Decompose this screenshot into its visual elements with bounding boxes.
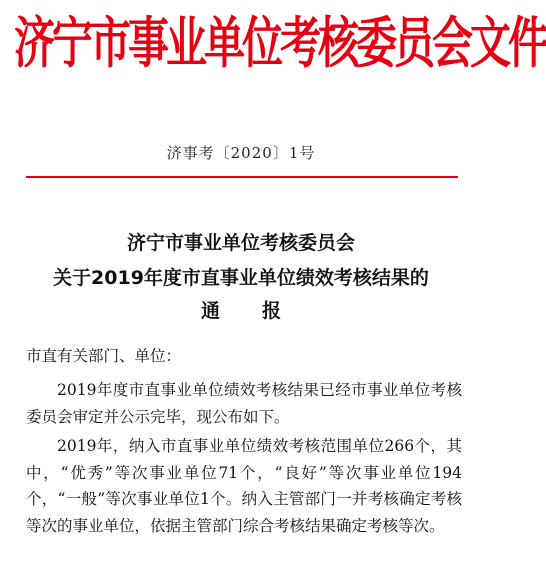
salutation: 市直有关部门、单位： <box>26 347 182 365</box>
title-line-3-part-2: 报 <box>262 300 282 322</box>
red-divider-line <box>26 176 458 178</box>
document-masthead: 济宁市事业单位考核委员会文件 <box>14 10 546 76</box>
title-line-3-part-1: 通 <box>200 300 220 322</box>
paragraph-2: 2019年，纳入市直事业单位绩效考核范围单位266个，其中，“优秀”等次事业单位71个，“良好”等次事业单位194个，“一般”等次事业单位1个。纳入主管部门一并考核确定考核等次的事业单位，依据主管部门综合考核结果确定考核等次。 <box>26 437 462 535</box>
document-number: 济事考〔2020〕1号 <box>166 144 316 162</box>
paragraph-1: 2019年度市直事业单位绩效考核结果已经市事业单位考核委员会审定并公示完毕，现公布如下。 <box>26 381 462 426</box>
title-line-1: 济宁市事业单位考核委员会 <box>126 232 355 254</box>
title-line-3 <box>0 296 482 323</box>
title-line-2: 关于2019年度市直事业单位绩效考核结果的 <box>53 267 429 289</box>
